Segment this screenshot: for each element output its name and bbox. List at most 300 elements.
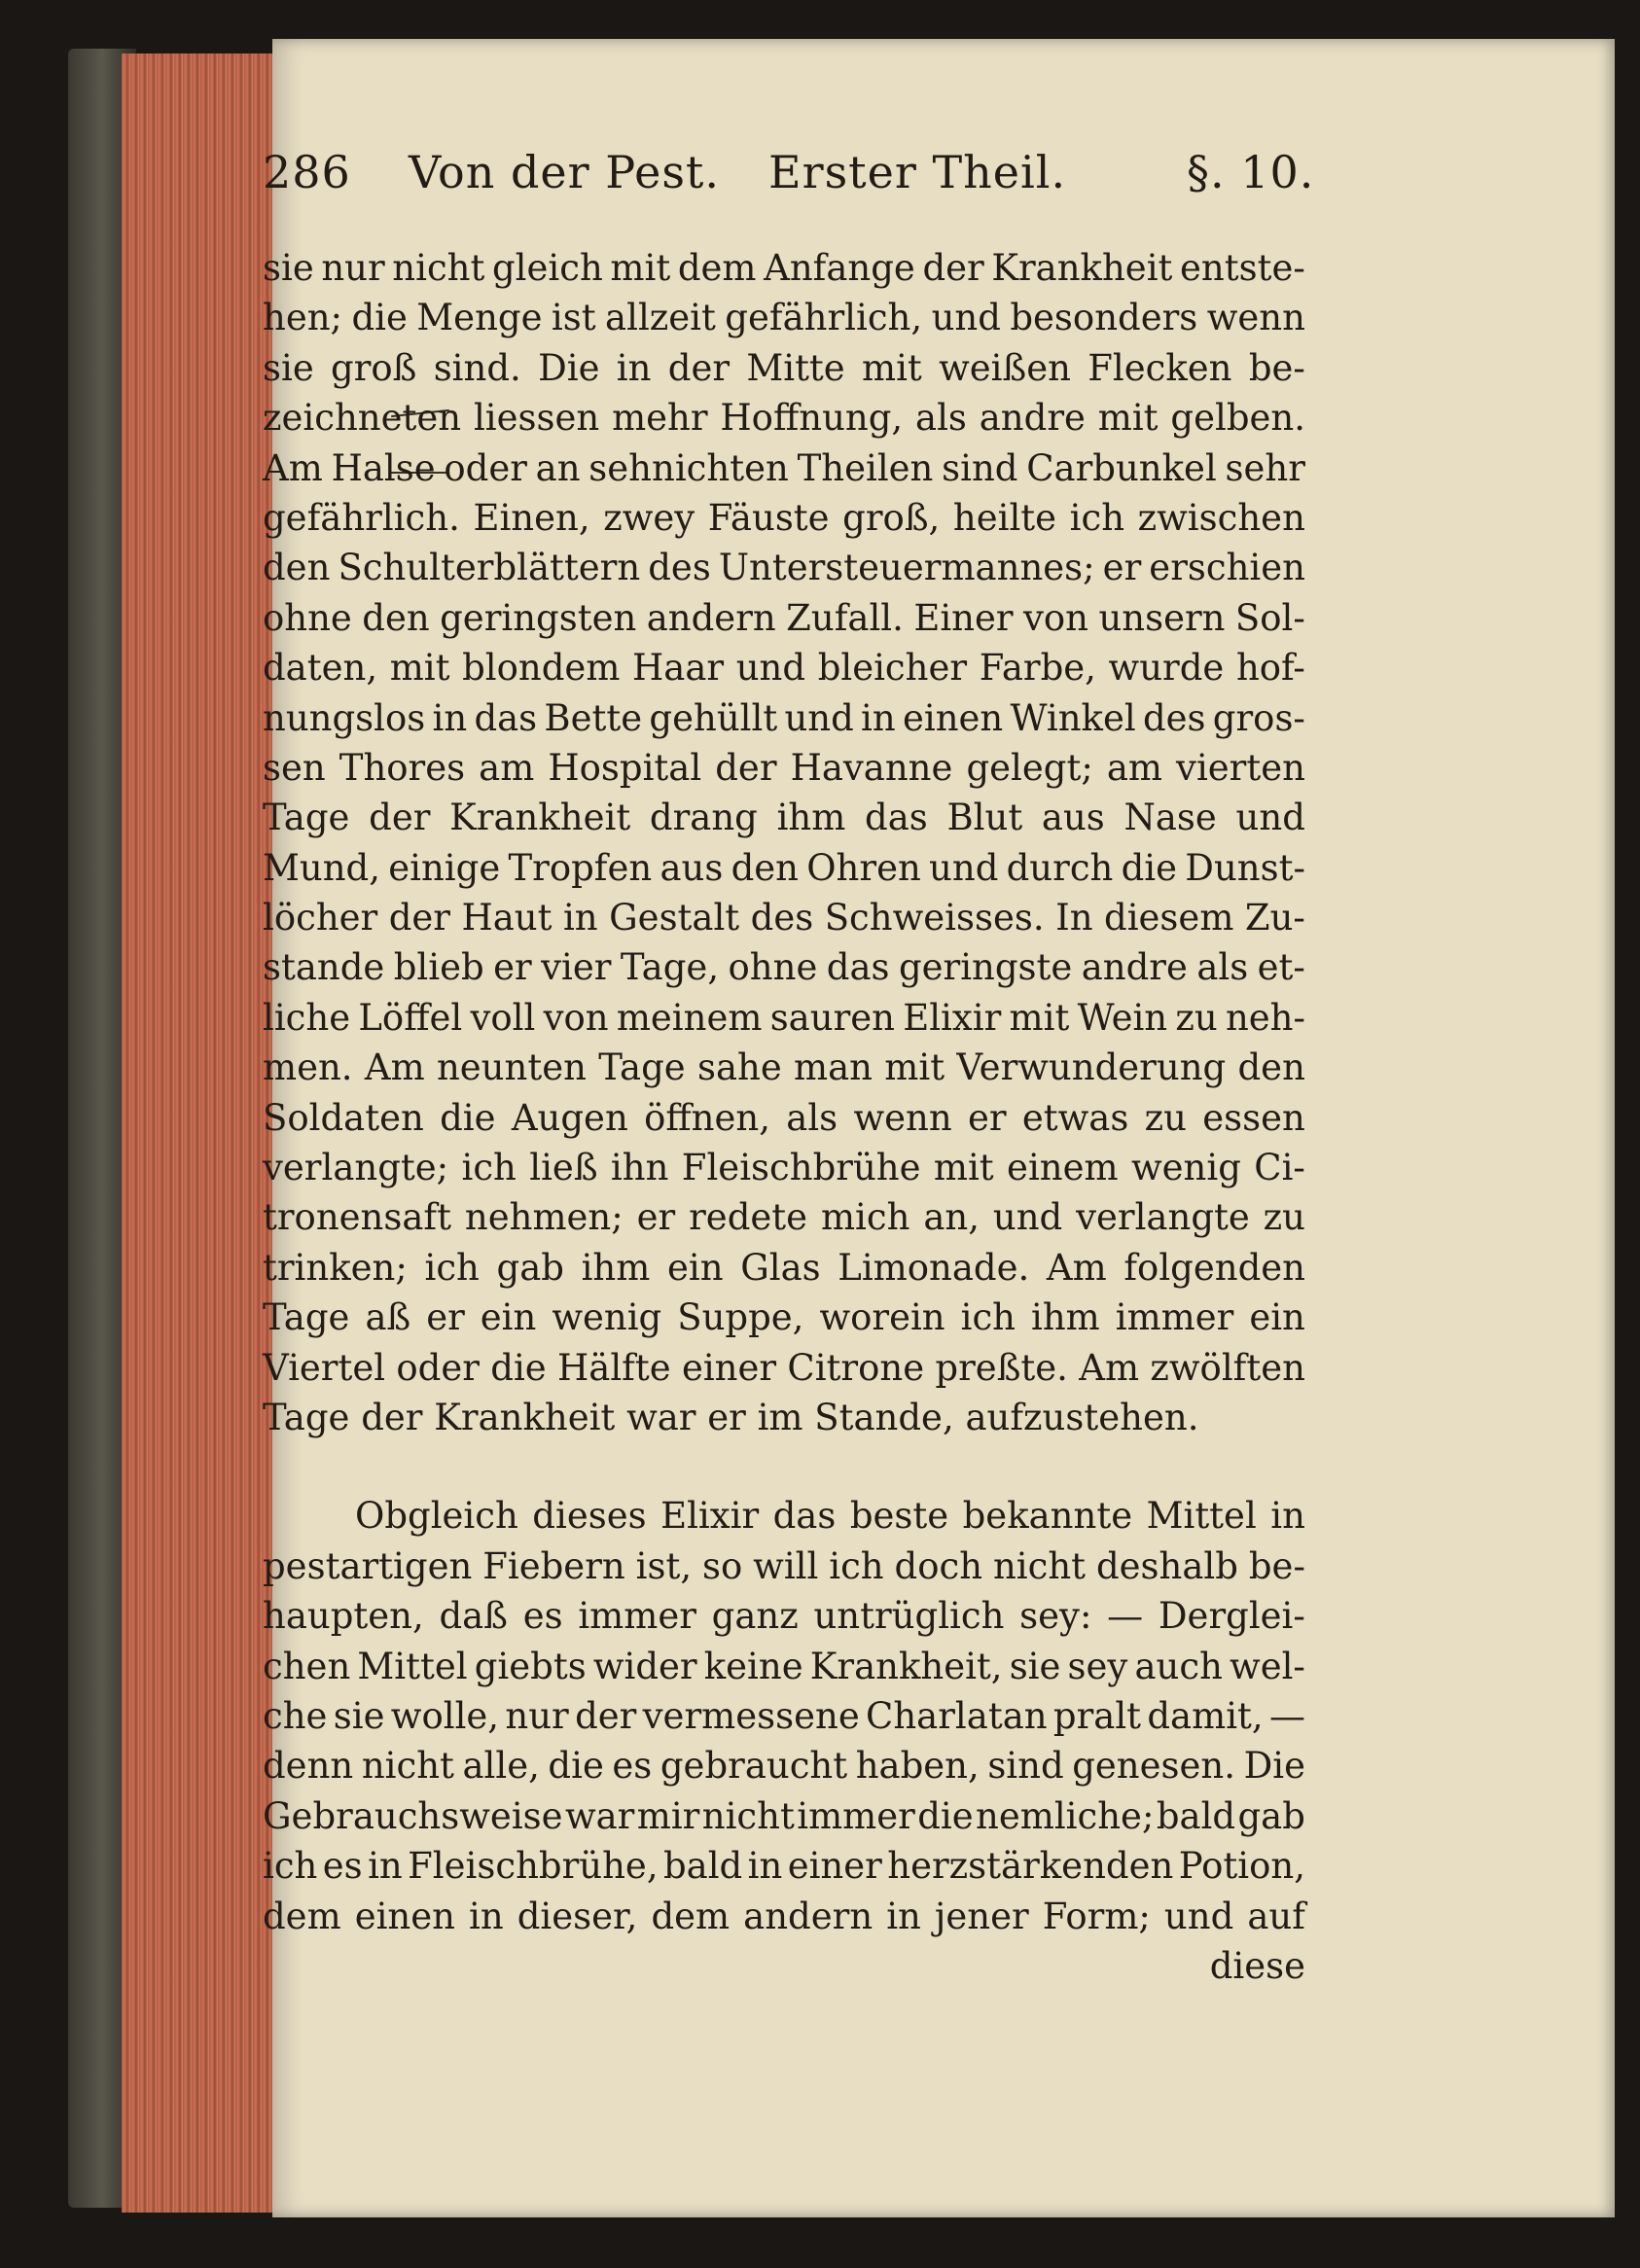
word: bald [662,1845,743,1888]
word: Haut [461,897,553,939]
word: Am [1046,1246,1107,1289]
word: zu [1175,996,1218,1039]
word: Untersteuermannes; [718,547,1095,589]
text-line [263,1841,1305,1891]
word: das [826,946,890,989]
word: Hoffnung, [720,397,904,440]
word: sauren [769,996,895,1039]
text-line [263,1143,1305,1192]
word: das [772,1495,837,1538]
word: ihn [610,1147,669,1189]
word: mit [1009,996,1070,1039]
text-line [263,543,1305,592]
word: — [1107,1595,1144,1638]
word: vier [541,946,612,989]
word: entste- [1180,247,1305,289]
word: unsern [1098,596,1226,639]
word: in [616,346,652,389]
word: giebts [474,1645,587,1687]
word: einige [388,846,501,889]
word: gebraucht [660,1745,848,1788]
word: Hälfte [557,1346,671,1389]
word: mit [1097,397,1159,440]
word: Anfange [764,247,915,289]
word: mehr [612,397,708,440]
word: nur [505,1694,569,1737]
word: Fäuste [707,496,830,539]
word: heilte [952,496,1057,539]
word: Löffel [358,996,463,1039]
word: hen; [263,297,343,339]
word: öffnen, [644,1096,770,1139]
word: wenig [1130,1147,1241,1189]
word: gab [1237,1794,1305,1837]
word: verlangte; [263,1147,449,1189]
text-line [263,843,1305,893]
word: gleich [492,247,603,289]
word: wurde [1108,647,1225,690]
word: als [786,1096,838,1139]
text-line [263,793,1305,842]
word: dem [677,247,757,289]
word: gehüllt [649,696,778,739]
text-line [263,993,1305,1043]
word: alle, [462,1745,540,1788]
text-line [263,1243,1305,1293]
word: die [548,1745,604,1788]
text-line [263,743,1305,793]
word: in [886,1895,921,1937]
word: einer [681,1346,777,1389]
section-number: §. 10. [1187,146,1315,198]
word: nehmen; [464,1196,624,1239]
word: trinken; [263,1246,408,1289]
word: auch [1134,1645,1223,1687]
word: geringste [898,946,1073,989]
word: Soldaten [263,1096,424,1139]
text-line [263,1293,1305,1342]
word: Gestalt [609,897,740,939]
text-line [263,1343,1305,1393]
word: ließ [529,1147,598,1189]
word: der [369,797,431,839]
word: oder [444,446,527,489]
word: mit [862,346,922,389]
word: bekannte [962,1495,1133,1538]
word: genesen. [1072,1745,1236,1788]
word: zwölften [1150,1346,1305,1389]
word: sie [333,1694,385,1737]
word: ganz [711,1595,799,1638]
word: Sol- [1234,596,1305,639]
word: ihm [1031,1296,1100,1339]
word: sehnichten [588,446,789,489]
word: mich [820,1196,910,1239]
word: mit [389,647,450,690]
word: ich [1069,496,1125,539]
word: Fleischbrühe, [408,1845,659,1888]
word: sie [1009,1645,1061,1687]
word: liessen [473,397,600,440]
word: Zufall. [786,596,904,639]
word: einer [787,1845,882,1888]
word: einen [902,696,1004,739]
word: andern [646,596,776,639]
word: Krankheit [449,797,631,839]
word: andre [979,397,1086,440]
word: sahe [696,1046,782,1089]
text-line [263,1591,1305,1641]
word: die [1121,846,1178,889]
word: Carbunkel [1026,446,1217,489]
word: pestartigen [263,1544,473,1587]
word: Form; [1042,1895,1151,1937]
word: von [543,996,609,1039]
word: Gebrauchsweise [263,1794,563,1837]
word: — [1268,1694,1305,1737]
word: sey [1067,1645,1128,1687]
word: drang [649,797,758,839]
word: sie [263,346,314,389]
word: in [1270,1495,1305,1538]
word: Tage [598,1046,686,1089]
word: nicht [392,247,485,289]
word: er [636,1196,676,1239]
word: liche [263,996,351,1039]
word: Limonade. [838,1246,1030,1289]
word: groß [331,346,417,389]
word: das [865,797,928,839]
word: Fiebern [482,1544,625,1587]
word: in [469,1895,504,1937]
word: Bette [544,696,643,739]
word: dieses [532,1495,647,1538]
word: neh- [1225,996,1305,1039]
word: das [474,696,538,739]
word: be- [1248,1544,1305,1587]
word: am [1106,746,1162,789]
word: Farbe, [979,647,1096,690]
word: Dunst- [1185,846,1305,889]
paragraph-2 [263,1491,1305,1941]
word: Tage [263,797,350,839]
word: oder [396,1346,480,1389]
word: die [490,1346,547,1389]
word: che [263,1694,328,1737]
word: In [1055,897,1093,939]
word: zeichneten [263,397,462,440]
word: Zu- [1244,897,1305,939]
word: folgenden [1123,1246,1305,1289]
word: beste [849,1495,949,1538]
text-line [263,1192,1305,1242]
word: bleicher [817,647,968,690]
word: durch [1006,846,1114,889]
word: dieser, [517,1895,638,1937]
word: wel- [1230,1645,1305,1687]
word: Wein [1077,996,1168,1039]
word: Am [364,1046,425,1089]
word: damit, [1147,1694,1264,1737]
word: aus [1041,797,1105,839]
word: einem [1007,1147,1119,1189]
word: der [388,897,450,939]
paragraph-1 [263,243,1305,1442]
word: sen [263,746,326,789]
word: gefährlich. [263,496,460,539]
word: an [535,446,581,489]
word: Krankheit, [809,1645,1003,1687]
word: ohne [263,596,352,639]
word: der [667,346,731,389]
word: die [351,297,408,339]
word: Winkel [1010,696,1136,739]
word: wolle, [390,1694,500,1737]
word: in [747,1845,783,1888]
word: auf [1247,1895,1305,1937]
word: man [794,1046,873,1089]
word: Theilen [797,446,934,489]
word: Augen [511,1096,628,1139]
word: ich [829,1544,884,1587]
word: sie [263,247,314,289]
text-line [263,593,1305,643]
word: diesem [1104,897,1234,939]
word: Citrone [787,1346,925,1389]
word: den [362,596,430,639]
word: sind. [433,346,521,389]
text-line [263,893,1305,942]
word: neunten [436,1046,587,1089]
word: als [915,397,967,440]
word: Glas [740,1246,821,1289]
word: Tage [263,1296,350,1339]
word: andre [1081,946,1188,989]
word: wenn [853,1096,952,1139]
word: et- [1257,946,1305,989]
word: doch [894,1544,983,1587]
word: besonders [1010,297,1198,339]
word: Ci- [1254,1147,1305,1189]
word: haupten, [263,1595,424,1638]
word: immer [797,1794,915,1837]
word: Obgleich [355,1495,518,1538]
word: andern [743,1895,873,1937]
text-line [263,343,1305,393]
word: essen [1202,1096,1305,1139]
word: er [426,1296,465,1339]
word: nicht [992,1544,1087,1587]
page-header [263,146,1315,204]
word: und [929,846,999,889]
word: sey: [1019,1595,1092,1638]
word: Einen, [473,496,590,539]
word: groß, [842,496,941,539]
word: ich [960,1296,1016,1339]
text-line [263,1892,1305,1941]
word: zu [1144,1096,1187,1139]
word: Mund, [263,846,380,889]
word: der [922,247,984,289]
word: sehr [1225,446,1305,489]
paragraph-gap [263,1442,1305,1491]
word: ich [461,1147,517,1189]
word: tronensaft [263,1196,451,1239]
word: als [1196,946,1249,989]
word: weißen [939,346,1071,389]
word: Elixir [660,1495,760,1538]
word: Am [263,446,323,489]
word: mit [933,1147,994,1189]
text-line [263,1043,1305,1092]
word: deshalb [1095,1544,1238,1587]
word: aus [660,846,724,889]
word: war [564,1794,635,1837]
word: Am [1079,1346,1140,1389]
text-line [263,942,1305,992]
text-line [263,243,1305,293]
word: erschien [1149,547,1305,589]
text-line [263,1093,1305,1143]
word: bald [1156,1794,1236,1837]
word: preßte. [935,1346,1068,1389]
word: immer [578,1595,696,1638]
word: immer [1115,1296,1234,1339]
word: er [493,946,532,989]
word: ich [424,1246,480,1289]
word: und [735,647,806,690]
word: Die [538,346,600,389]
word: es [322,1845,363,1888]
running-title: Von der Pest. [409,146,721,198]
body-text [263,243,1305,1991]
word: nicht [701,1794,795,1837]
word: des [1142,696,1206,739]
word: stande [263,946,385,989]
word: ihm [581,1246,651,1289]
word: Havanne [790,746,953,789]
word: sind [987,1745,1064,1788]
word: nur [321,247,385,289]
text-line [263,443,1305,493]
word: dem [263,1895,341,1937]
text-line: Tage der Krankheit war er im Stande, aufzustehen. [263,1396,1199,1438]
word: in [861,696,896,739]
word: der [715,746,777,789]
word: meinem [616,996,763,1039]
word: Menge [416,297,543,339]
word: herzstärkenden [887,1845,1174,1888]
word: allzeit [605,297,716,339]
word: Viertel [263,1346,386,1389]
word: wenig [552,1296,662,1339]
word: löcher [263,897,378,939]
word: haben, [855,1745,980,1788]
text-line [263,493,1305,543]
word: wider [592,1645,697,1687]
word: am [479,746,535,789]
text-line [263,293,1305,342]
word: Hospital [548,746,702,789]
word: es [612,1745,653,1788]
word: ein [1249,1296,1305,1339]
word: Blut [946,797,1023,839]
text-line [263,693,1305,743]
word: ein [666,1246,724,1289]
text-line [263,1691,1305,1741]
word: sind [942,446,1018,489]
word: so [702,1544,743,1587]
word: Suppe, [677,1296,804,1339]
word: Schulterblättern [338,547,641,589]
word: verlangte [1076,1196,1250,1239]
word: daten, [263,647,378,690]
word: ein [480,1296,537,1339]
word: Thores [339,746,466,789]
word: zu [1263,1196,1305,1239]
word: pralt [1052,1694,1142,1737]
text-line [263,1791,1305,1841]
word: in [562,897,598,939]
word: an, [923,1196,980,1239]
word: gros- [1212,696,1305,739]
word: Mitte [746,346,845,389]
word: in [368,1845,403,1888]
word: Halse [331,446,436,489]
word: geringsten [440,596,637,639]
word: jener [934,1895,1029,1937]
word: hof- [1235,647,1305,690]
part-title: Erster Theil. [768,146,1067,198]
word: in [432,696,468,739]
word: blondem [462,647,621,690]
word: blieb [393,946,484,989]
word: keine [703,1645,803,1687]
word: chen [263,1645,351,1687]
word: voll [470,996,536,1039]
word: die [440,1096,496,1139]
word: und [1235,797,1305,839]
word: Potion, [1178,1845,1305,1888]
word: mit [610,247,671,289]
word: einen [354,1895,455,1937]
word: und [992,1196,1063,1239]
word: wenn [1206,297,1305,339]
word: und [931,297,1001,339]
text-line [263,1741,1305,1790]
word: gefährlich, [725,297,923,339]
word: Krankheit [991,247,1173,289]
word: die [917,1794,974,1837]
text-line [263,393,1305,443]
word: zwischen [1137,496,1305,539]
text-line [263,1542,1305,1591]
word: nicht [361,1745,454,1788]
word: untrüglich [813,1595,1005,1638]
word: ist, [635,1544,693,1587]
word: Verwunderung [956,1046,1227,1089]
word: ohne [728,946,818,989]
word: gelben. [1170,397,1305,440]
word: des [750,897,814,939]
word: mit [884,1046,945,1089]
word: es [522,1595,563,1638]
word: Elixir [903,996,1002,1039]
word: ihm [776,797,846,839]
word: zwey [603,496,695,539]
word: des [648,547,711,589]
text-line [263,643,1305,692]
